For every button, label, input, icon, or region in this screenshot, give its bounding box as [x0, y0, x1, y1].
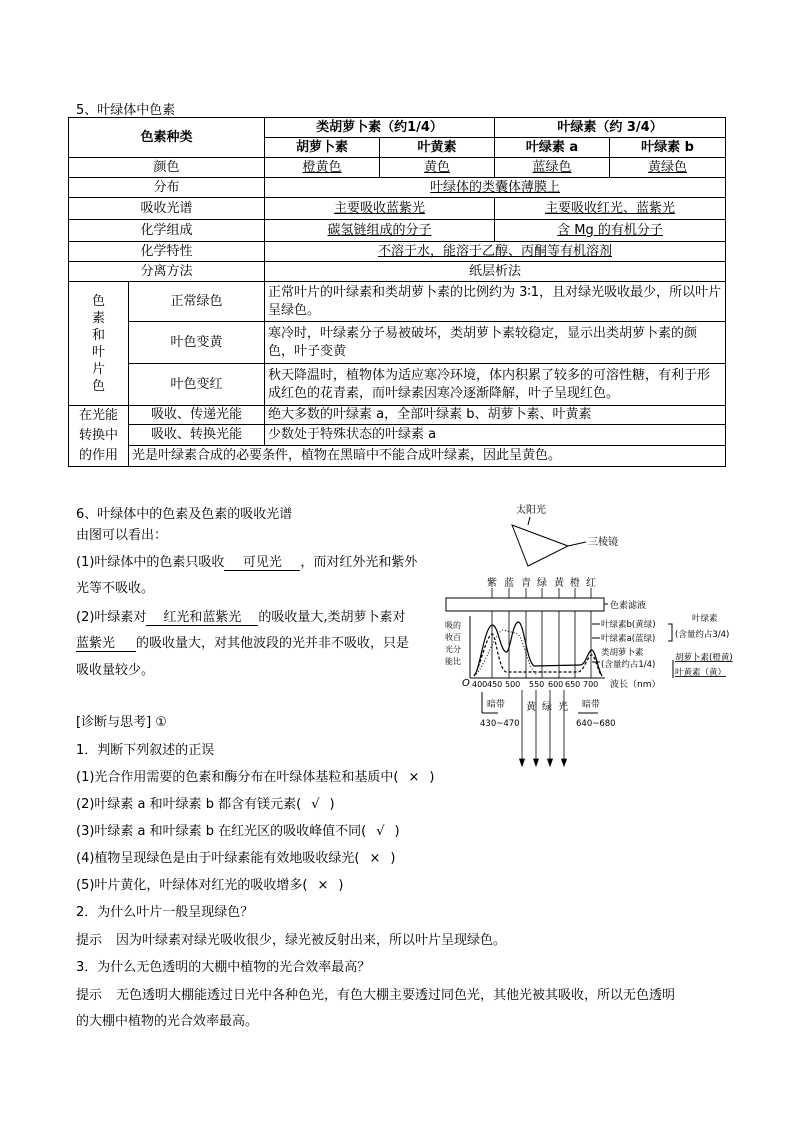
svg-text:叶绿素a(蓝绿): 叶绿素a(蓝绿) [601, 634, 656, 644]
header-carotene: 胡萝卜素 [265, 138, 380, 158]
color-label-blue: 蓝 [504, 578, 514, 589]
color-chlorophyll-b: 黄绿色 [648, 159, 688, 175]
point-2-line-3: 吸收量较少。 [76, 663, 155, 678]
properties-value: 不溶于水，能溶于乙醇、丙酮等有机溶剂 [378, 243, 613, 259]
pigment-filter-box [446, 598, 604, 611]
color-label-cyan: 青 [521, 578, 531, 589]
header-chlorophylls: 叶绿素（约 3/4） [495, 118, 726, 138]
section-6-intro: 由图可以看出： [76, 528, 168, 543]
light-condition-text: 光是叶绿素合成的必要条件，植物在黑暗中不能合成叶绿素，因此呈黄色。 [129, 445, 726, 466]
svg-text:550: 550 [529, 680, 545, 689]
blank-visible-light: 可见光 [224, 551, 300, 571]
leaf-text-yellow: 寒冷时，叶绿素分子易被破坏，类胡萝卜素较稳定，显示出类胡萝卜素的颜色，叶子变黄 [265, 322, 726, 364]
dark-band-left-label: 暗带 [487, 700, 506, 710]
point-1-line-1: (1)叶绿体中的色素只吸收 可见光 ，而对红外光和紫外 [76, 551, 417, 571]
question-1: 1．判断下列叙述的正误 [76, 743, 215, 758]
row-label-absorption: 吸收光谱 [69, 198, 265, 220]
answer-2: 提示 因为叶绿素对绿光吸收很少，绿光被反射出来，所以叶片呈现绿色。 [76, 933, 507, 948]
absorption-chlorophylls: 主要吸收红光、蓝紫光 [545, 200, 676, 216]
svg-text:能比: 能比 [445, 657, 461, 666]
svg-text:500: 500 [505, 680, 521, 689]
prism-label: 三棱镜 [588, 537, 618, 548]
svg-text:叶绿素: 叶绿素 [692, 614, 718, 624]
role-label-transfer: 吸收、传递光能 [129, 406, 265, 425]
leaf-label-red: 叶色变红 [129, 364, 265, 406]
question-2: 2．为什么叶片一般呈现绿色？ [76, 905, 254, 920]
absorption-carotenoids: 主要吸收蓝紫光 [334, 200, 426, 216]
section-6-title: 6、叶绿体中的色素及色素的吸收光谱 [76, 507, 293, 522]
sun-label: 太阳光 [516, 505, 546, 516]
absorption-spectrum-figure [440, 500, 740, 770]
leaf-color-group-label: 色 素 和 叶 片 色 [69, 282, 129, 406]
svg-text:收百: 收百 [445, 633, 461, 642]
svg-text:650: 650 [565, 680, 581, 689]
down-arrow-head [562, 759, 567, 766]
think-title: [诊断与思考] ① [76, 715, 167, 730]
row-label-composition: 化学组成 [69, 220, 265, 242]
svg-text:叶绿素b(黄绿): 叶绿素b(黄绿) [601, 620, 656, 630]
chlorophyll-a-curve [474, 634, 602, 676]
down-arrow-head [520, 759, 525, 766]
dark-band-right-range: 640~680 [576, 719, 616, 729]
curve-legend [592, 613, 733, 678]
color-label-violet: 紫 [487, 578, 497, 589]
band-yellow-label: 黄 [526, 702, 536, 713]
dark-band-left-range: 430~470 [480, 719, 520, 729]
row-label-separation: 分离方法 [69, 262, 265, 282]
blank-red-blue-violet: 红光和蓝紫光 [146, 606, 258, 626]
svg-text:700: 700 [583, 680, 599, 689]
origin-label: O [462, 678, 470, 689]
color-label-red: 红 [586, 578, 596, 589]
row-label-color: 颜色 [69, 158, 265, 178]
header-carotenoids: 类胡萝卜素（约1/4） [265, 118, 495, 138]
color-label-orange: 橙 [570, 578, 580, 589]
svg-text:400: 400 [472, 680, 488, 689]
header-chlorophyll-a: 叶绿素 a [495, 138, 610, 158]
spectrum-color-labels [487, 576, 596, 589]
leaf-text-red: 秋天降温时，植物体为适应寒冷环境，体内积累了较多的可溶性糖，有利于形成红色的花青素，而叶绿素因寒冷逐渐降解，叶子呈现红色。 [265, 364, 726, 406]
judge-item-5: (5)叶片黄化，叶绿体对红光的吸收增多( × ) [76, 878, 344, 893]
carotenoid-curve [474, 630, 536, 676]
point-1-line-2: 光等不吸收。 [76, 581, 155, 596]
judge-item-1: (1)光合作用需要的色素和酶分布在叶绿体基粒和基质中( × ) [76, 770, 435, 785]
point-2-line-1: (2)叶绿素对 红光和蓝紫光 的吸收量大,类胡萝卜素对 [76, 606, 406, 626]
y-axis-label [445, 620, 461, 666]
answer-3-line-1: 提示 无色透明大棚能透过日光中各种色光，有色大棚主要透过同色光，其他光被其吸收，所以无色透明 [76, 988, 676, 1003]
svg-text:类胡萝卜素: 类胡萝卜素 [601, 648, 644, 658]
svg-text:吸的: 吸的 [445, 621, 461, 630]
header-xanthophyll: 叶黄素 [380, 138, 495, 158]
leaf-label-normal: 正常绿色 [129, 282, 265, 322]
color-carotene: 橙黄色 [302, 159, 342, 175]
composition-carotenoids: 碳氢链组成的分子 [327, 222, 432, 238]
header-chlorophyll-b: 叶绿素 b [610, 138, 726, 158]
distribution-value: 叶绿体的类囊体薄膜上 [430, 179, 561, 195]
row-label-distribution: 分布 [69, 178, 265, 198]
prism-icon [512, 525, 568, 566]
judge-item-4: (4)植物呈现绿色是由于叶绿素能有效地吸收绿光( × ) [76, 851, 396, 866]
down-arrow-head [534, 759, 539, 766]
filter-label: 色素滤液 [610, 601, 647, 611]
judge-item-3: (3)叶绿素 a 和叶绿素 b 在红光区的吸收峰值不同( √ ) [76, 824, 400, 839]
x-tick-labels [472, 680, 598, 689]
svg-text:(含量约占1/4): (含量约占1/4) [601, 660, 656, 670]
row-label-properties: 化学特性 [69, 242, 265, 262]
band-green-label: 绿 [542, 702, 552, 713]
svg-text:600: 600 [548, 680, 564, 689]
role-label-convert: 吸收、转换光能 [129, 425, 265, 445]
blank-blue-violet: 蓝紫光 [76, 632, 136, 652]
pigment-table [68, 117, 726, 467]
svg-text:胡萝卜素(橙黄): 胡萝卜素(橙黄) [675, 653, 733, 663]
down-arrow-head [548, 759, 553, 766]
role-text-transfer: 绝大多数的叶绿素 a，全部叶绿素 b、胡萝卜素、叶黄素 [265, 406, 726, 425]
band-light-label: 光 [558, 702, 568, 713]
header-pigment-type: 色素种类 [69, 118, 265, 158]
point-2-line-2: 蓝紫光 的吸收量大，对其他波段的光并非不吸收，只是 [76, 632, 409, 652]
svg-text:(含量约占3/4): (含量约占3/4) [675, 630, 730, 640]
leaf-text-normal: 正常叶片的叶绿素和类胡萝卜素的比例约为 3∶1，且对绿光吸收最少，所以叶片呈绿色。 [265, 282, 726, 322]
dark-band-right-label: 暗带 [582, 700, 601, 710]
sun-arrow [528, 517, 530, 525]
composition-chlorophylls: 含 Mg 的有机分子 [557, 222, 663, 238]
section-5-title: 5、叶绿体中色素 [76, 103, 176, 118]
x-unit-label: 波长（nm） [610, 680, 661, 690]
svg-text:光分: 光分 [445, 645, 461, 654]
svg-text:450: 450 [487, 680, 503, 689]
color-xanthophyll: 黄色 [424, 159, 451, 175]
leaf-label-yellow: 叶色变黄 [129, 322, 265, 364]
question-3: 3．为什么无色透明的大棚中植物的光合效率最高？ [76, 960, 371, 975]
judge-item-2: (2)叶绿素 a 和叶绿素 b 都含有镁元素( √ ) [76, 797, 335, 812]
color-label-yellow: 黄 [554, 578, 564, 589]
color-chlorophyll-a: 蓝绿色 [532, 159, 572, 175]
answer-3-line-2: 的大棚中植物的光合效率最高。 [76, 1014, 259, 1029]
role-group-label: 在光能 转换中 的作用 [69, 406, 129, 467]
role-text-convert: 少数处于特殊状态的叶绿素 a [265, 425, 726, 445]
color-label-green: 绿 [537, 578, 547, 589]
separation-value: 纸层析法 [265, 262, 726, 282]
svg-text:叶黄素（黄）: 叶黄素（黄） [675, 668, 727, 678]
